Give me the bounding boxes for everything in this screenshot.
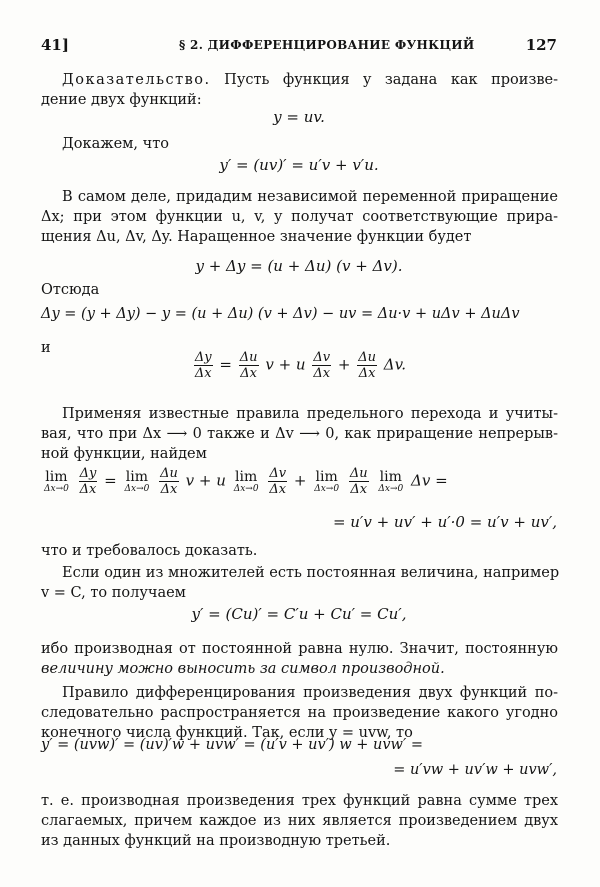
paragraph-conclusion-line2: слагаемых, причем каждое из них является произведением двух [41, 813, 558, 829]
limit-op-2: lim Δx→0 [124, 468, 150, 494]
paragraph-qed: что и требовалось доказать. [41, 543, 258, 559]
formula-delta-y: Δy = (y + Δy) − y = (u + Δu) (v + Δv) − uv = Δu·v + uΔv + ΔuΔv [41, 306, 520, 322]
paragraph-rule-line2: следовательно распространяется на произведение какого угодно [41, 705, 558, 721]
page-header [41, 36, 557, 58]
paragraph-increment-line1: В самом деле, придадим независимой переменной приращение [62, 189, 558, 205]
paragraph-limits-line2: вая, что при Δx ⟶ 0 также и Δv ⟶ 0, как приращение непрерыв- [41, 426, 558, 442]
formula-triple-line1: y′ = (uvw)′ = (uv)′w + uvw′ = (u′v + uv′) w + uvw′ = [41, 737, 423, 753]
fraction-dy-dx: $\frac{\Delta y}{\Delta x}$ [194, 350, 212, 381]
paragraph-rule-line3: конечного числа функций. Так, если y = uvw, то [41, 725, 413, 741]
paragraph-because-line1: ибо производная от постоянной равна нулю. Значит, постоянную [41, 641, 558, 657]
paragraph-constant-line1: Если один из множителей есть постоянная величина, например [62, 565, 560, 581]
fraction-lim-du-dx-2: $\frac{\Delta u}{\Delta x}$ [349, 466, 368, 497]
paragraph-because-line2: величину можно выносить за символ производной. [41, 661, 445, 677]
paragraph-conclusion-line3: из данных функций на производную третьей. [41, 833, 391, 849]
paragraph-conclusion-line1: т. е. производная произведения трех функций равна сумме трех [41, 793, 558, 809]
limit-op-1: lim Δx→0 [44, 468, 69, 494]
paragraph-increment-line2: Δx; при этом функции u, v, y получат соответствующие прира- [41, 209, 558, 225]
limit-op-4: lim Δx→0 [314, 468, 340, 494]
formula-derivative-product: y′ = (uv)′ = u′v + v′u. [219, 156, 379, 174]
paragraph-constant-line2: v = C, то получаем [41, 585, 186, 601]
paragraph-increment-line3: щения Δu, Δv, Δy. Наращенное значение функции будет [41, 229, 472, 245]
formula-y-uv: y = uv. [273, 108, 325, 126]
formula-incremented: y + Δy = (u + Δu) (v + Δv). [195, 257, 403, 275]
limit-op-5: lim Δx→0 [378, 468, 404, 494]
fraction-lim-du-dx: $\frac{\Delta u}{\Delta x}$ [160, 466, 178, 497]
proof-label: Доказательство. [62, 72, 211, 88]
formula-limit-result: = u′v + uv′ + u′·0 = u′v + uv′, [332, 513, 557, 531]
fraction-lim-dv-dx: $\frac{\Delta v}{\Delta x}$ [269, 466, 287, 497]
formula-constant: y′ = (Cu)′ = C′u + Cu′ = Cu′, [191, 605, 407, 623]
fraction-du-dx-2: $\frac{\Delta u}{\Delta x}$ [358, 350, 376, 381]
limit-op-3: lim Δx→0 [233, 468, 259, 494]
paragraph-limits-line1: Применяя известные правила предельного перехода и учиты- [62, 406, 558, 422]
page-number: 127 [525, 36, 557, 54]
running-title: § 2. ДИФФЕРЕНЦИРОВАНИЕ ФУНКЦИЙ [179, 38, 475, 52]
paragraph-proof-line2: дение двух функций: [41, 92, 202, 108]
paragraph-rule-line1: Правило дифференцирования произведения двух функций по- [62, 685, 558, 701]
formula-triple-line2: = u′vw + uv′w + uvw′, [393, 762, 557, 778]
formula-limit: lim Δx→0 $\frac{\Delta y}{\Delta x}$ = lim Δx→0 $\frac{\Delta u}{\Delta x}$ v + u lim Δx→0 $\frac{\Delta v}{\Delta x}$ + lim Δx→0 $\frac{\Delta u}{\Delta x}$ lim Δx→0 Δv = [44, 466, 448, 497]
fraction-lim-dy-dx: $\frac{\Delta y}{\Delta x}$ [79, 466, 97, 497]
paragraph-limits-line3: ной функции, найдем [41, 446, 207, 462]
paragraph-proof-line1 [62, 71, 558, 89]
fraction-du-dx: $\frac{\Delta u}{\Delta x}$ [239, 350, 258, 381]
paragraph-prove: Докажем, что [62, 136, 169, 152]
proof-text: Пусть функция y задана как произве- [224, 72, 559, 88]
section-number: 41] [41, 36, 69, 54]
paragraph-hence: Отсюда [41, 282, 100, 298]
formula-ratio: $\frac{\Delta y}{\Delta x}$ = $\frac{\Delta u}{\Delta x}$ v + u $\frac{\Delta v}{\Delta x}$ + $\frac{\Delta u}{\Delta x}$ Δv. [194, 350, 407, 381]
fraction-dv-dx: $\frac{\Delta v}{\Delta x}$ [313, 350, 331, 381]
paragraph-and: и [41, 340, 51, 356]
